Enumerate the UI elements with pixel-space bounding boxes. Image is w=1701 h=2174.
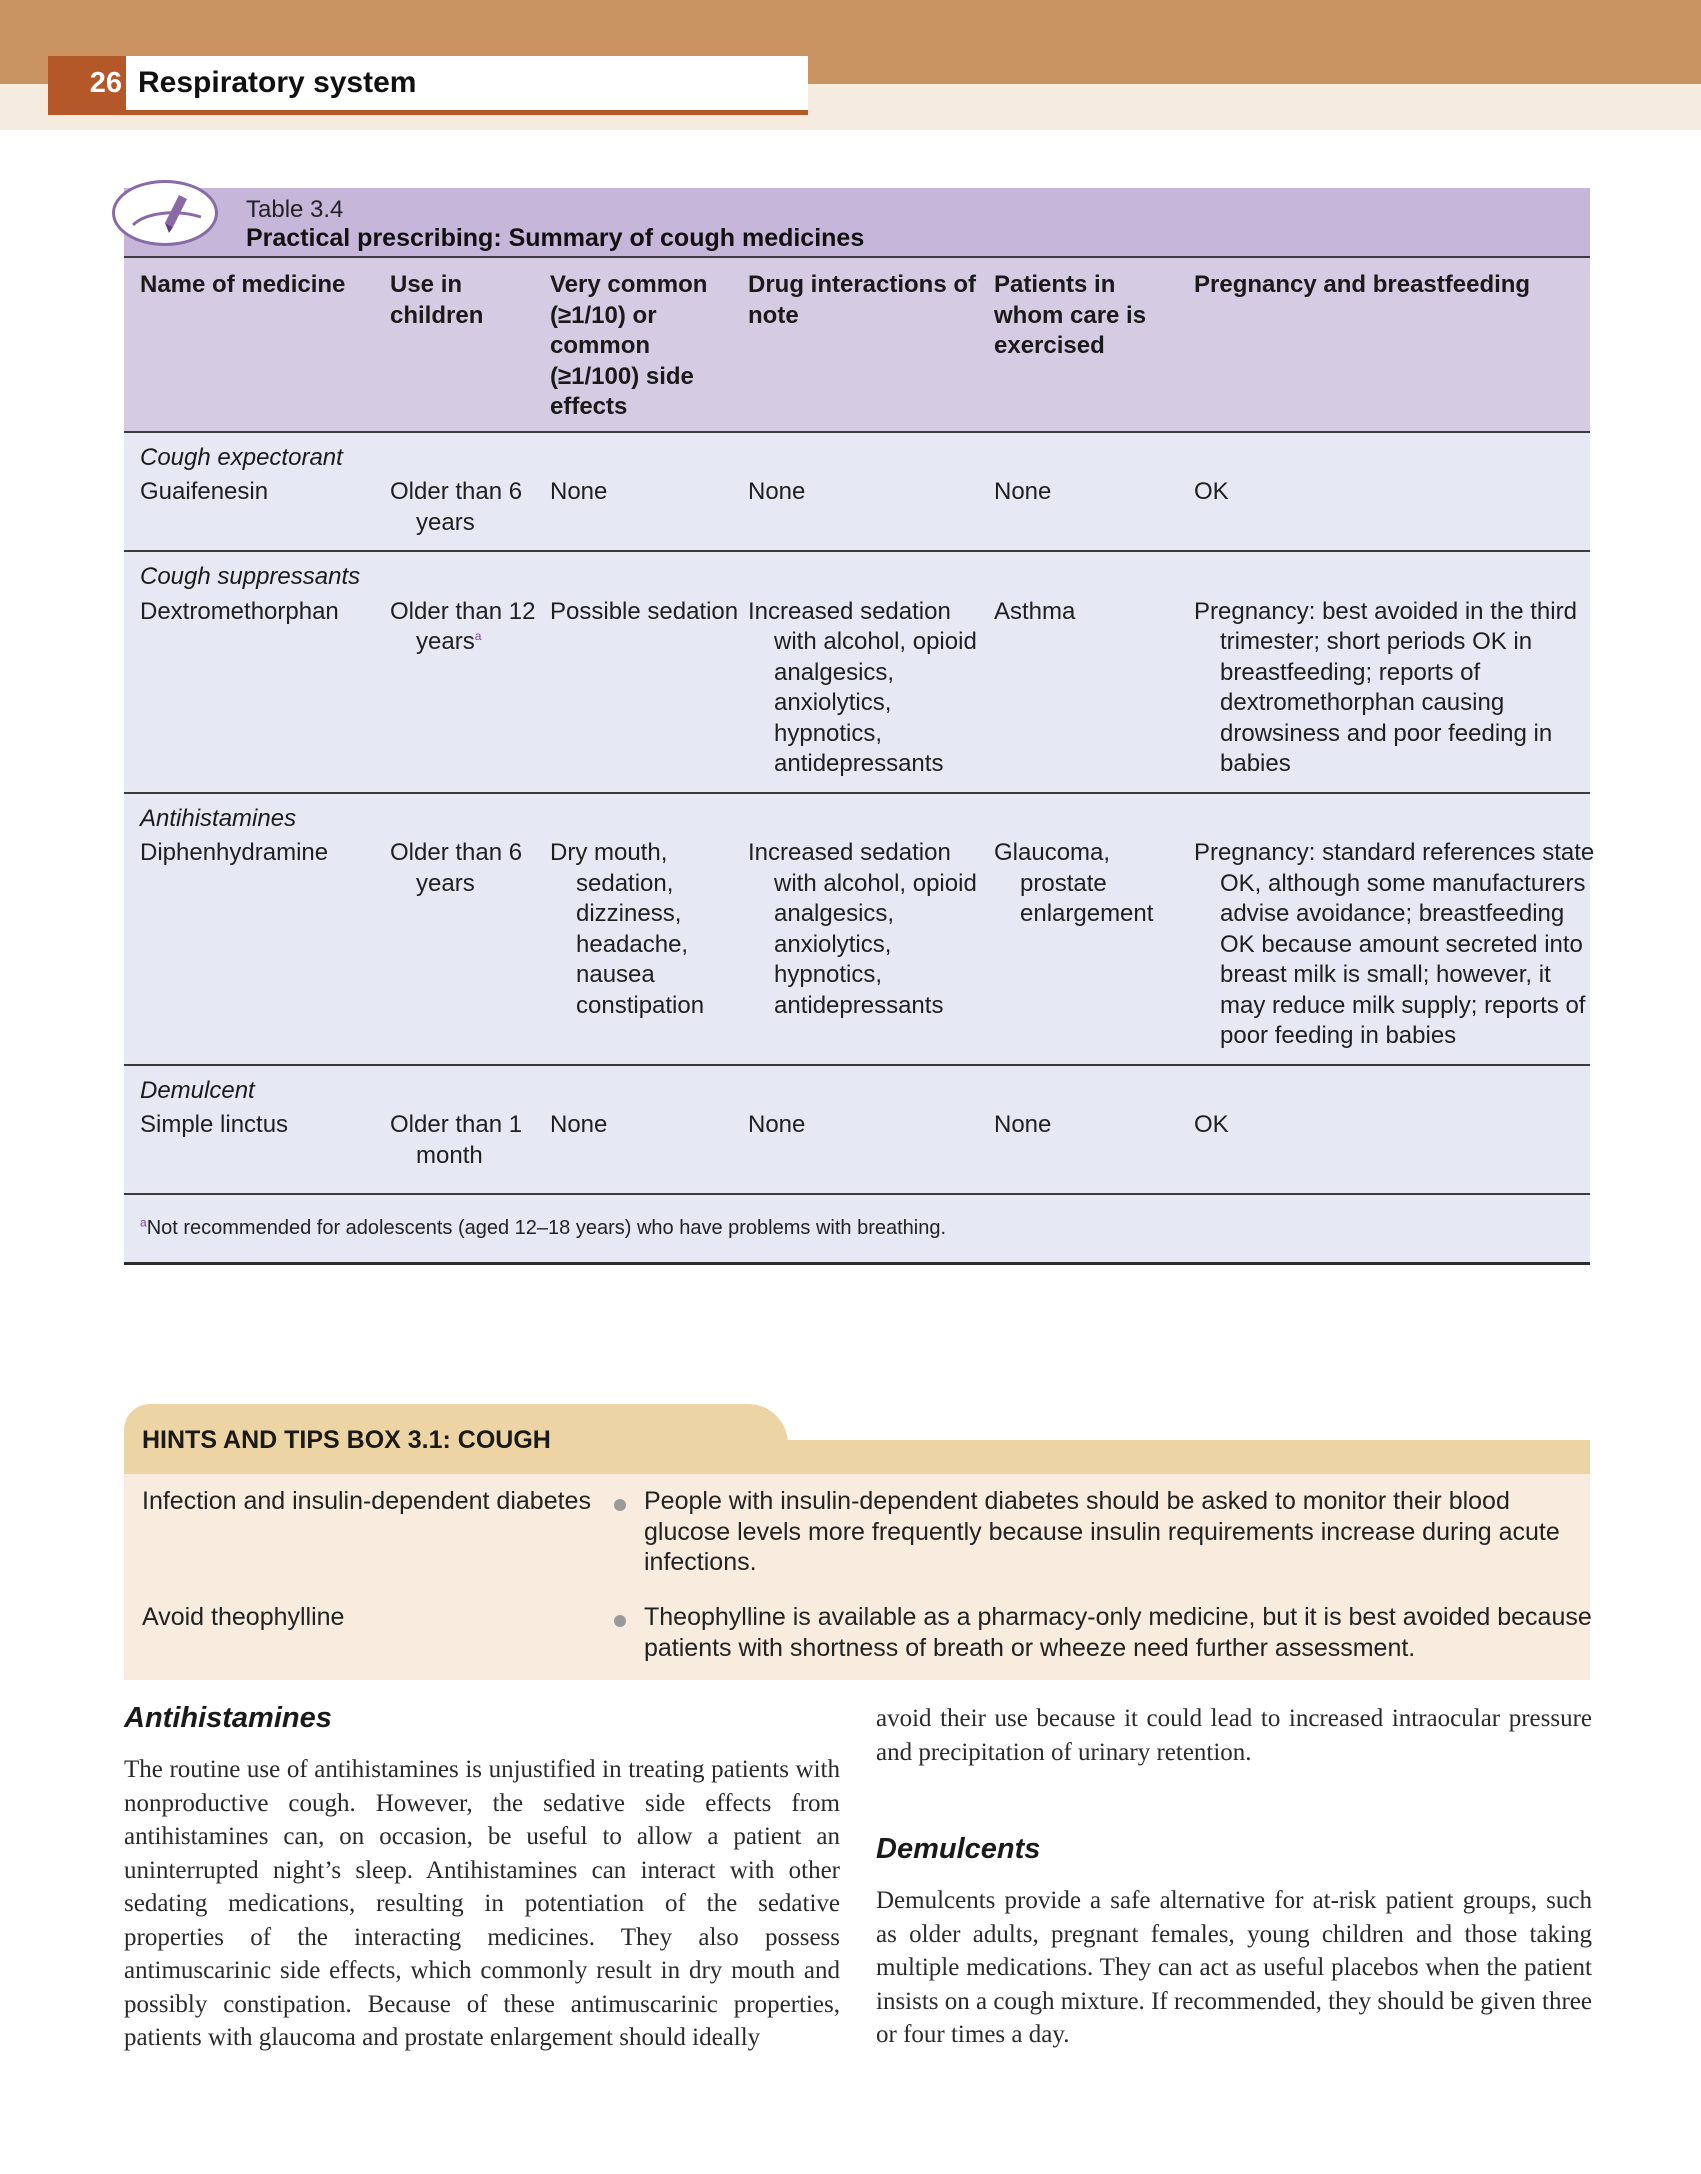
demulcents-heading: Demulcents bbox=[876, 1833, 1041, 1865]
body-left-column bbox=[124, 1702, 840, 2055]
column-header: Drug interactions of note bbox=[748, 271, 977, 329]
pregnancy-breastfeeding: OK bbox=[1194, 1111, 1229, 1138]
use-in-children bbox=[390, 838, 550, 1052]
hints-body bbox=[124, 1474, 1590, 1680]
drug-interactions: Increased sedation with alcohol, opioid analgesics, anxiolytics, hypnotics, antidepressants bbox=[748, 839, 977, 1019]
hint-text: Theophylline is available as a pharmacy-only medicine, but it is best avoided because patients with shortness of breath or wheeze need further assessment. bbox=[644, 1603, 1592, 1662]
antihistamines-continued: avoid their use because it could lead to increased intraocular pressure and precipitation of urinary retention. bbox=[876, 1705, 1592, 1766]
table-group bbox=[124, 1066, 1590, 1196]
table-row bbox=[140, 477, 1590, 538]
use-in-children-text: Older than 12 years bbox=[390, 597, 536, 655]
body-right-column bbox=[876, 1702, 1592, 2052]
hints-title: HINTS AND TIPS BOX 3.1: COUGH bbox=[142, 1426, 551, 1454]
use-in-children-text: Older than 6 years bbox=[390, 478, 523, 536]
footnote-text: Not recommended for adolescents (aged 12–18 years) who have problems with breathing. bbox=[146, 1217, 947, 1239]
footnote-marker: a bbox=[474, 629, 482, 643]
medicine-name: Guaifenesin bbox=[140, 478, 269, 505]
table-footnote bbox=[124, 1195, 1590, 1265]
column-header: Use in children bbox=[390, 271, 484, 329]
group-title: Demulcent bbox=[140, 1076, 255, 1104]
group-title: Cough suppressants bbox=[140, 563, 361, 590]
care-exercised: None bbox=[994, 478, 1052, 505]
antihistamines-text: The routine use of antihistamines is unjustified in treating patients with nonproductive cough. However, the sedative side effects from antihistamines can, on occasion, be useful to allow a patient an uninterrupted night’s sleep. Antihistamines can interact with other sedating medications, resulting in potentiation of the sedative properties of the interacting medicines. They also possess antimuscarinic side effects, which commonly result in dry mouth and possibly constipation. Because of these antimuscarinic properties, patients with glaucoma and prostate enlargement should ideally bbox=[124, 1756, 840, 2051]
drug-interactions: Increased sedation with alcohol, opioid analgesics, anxiolytics, hypnotics, antidepressants bbox=[748, 597, 977, 777]
demulcents-text: Demulcents provide a safe alternative for at-risk patient groups, such as older adults, pregnant females, young children and those taking multiple medications. They can act as useful placebos when the patient insists on a cough mixture. If recommended, they should be given three or four times a day. bbox=[876, 1887, 1592, 2048]
bullet-icon bbox=[614, 1615, 626, 1627]
hint-topic: Infection and insulin-dependent diabetes bbox=[142, 1487, 591, 1515]
table-row bbox=[140, 1110, 1590, 1171]
pregnancy-breastfeeding: Pregnancy: standard references state OK, although some manufacturers advise avoidance; breastfeeding OK because amount secreted into breast milk is small; however, it may reduce milk supply; reports of poor feeding in babies bbox=[1194, 839, 1595, 1049]
group-title: Cough expectorant bbox=[140, 443, 343, 471]
cough-medicines-table bbox=[124, 188, 1595, 1265]
care-exercised: Asthma bbox=[994, 597, 1076, 625]
table-group bbox=[124, 552, 1590, 794]
use-in-children bbox=[390, 1110, 550, 1171]
care-exercised: Glaucoma, prostate enlargement bbox=[994, 839, 1154, 927]
use-in-children bbox=[390, 477, 550, 538]
drug-interactions: None bbox=[748, 1111, 806, 1138]
column-header: Pregnancy and breastfeeding bbox=[1194, 271, 1531, 298]
care-exercised: None bbox=[994, 1111, 1052, 1138]
table-group bbox=[124, 794, 1595, 1066]
use-in-children-text: Older than 6 years bbox=[390, 839, 523, 897]
column-header: Name of medicine bbox=[140, 271, 346, 298]
medicine-name: Diphenhydramine bbox=[140, 839, 329, 866]
table-caption: Practical prescribing: Summary of cough medicines bbox=[246, 224, 865, 252]
table-label: Table 3.4 bbox=[246, 196, 344, 223]
side-effects: None bbox=[550, 478, 608, 505]
use-in-children bbox=[390, 597, 550, 780]
pencil-icon bbox=[112, 180, 218, 246]
group-title: Antihistamines bbox=[140, 804, 297, 832]
table-title-bar bbox=[124, 188, 1590, 258]
table-row bbox=[140, 597, 1590, 780]
drug-interactions: None bbox=[748, 478, 806, 505]
use-in-children-text: Older than 1 month bbox=[390, 1111, 523, 1169]
side-effects: Dry mouth, sedation, dizziness, headache, nausea constipation bbox=[550, 839, 705, 1019]
antihistamines-heading: Antihistamines bbox=[124, 1702, 332, 1734]
column-header: Very common (≥1/10) or common (≥1/100) side effects bbox=[550, 271, 708, 420]
table-group bbox=[124, 433, 1590, 553]
column-header: Patients in whom care is exercised bbox=[994, 271, 1147, 359]
side-effects: Possible sedation bbox=[550, 597, 739, 625]
bullet-icon bbox=[614, 1499, 626, 1511]
pregnancy-breastfeeding: OK bbox=[1194, 478, 1229, 505]
medicine-name: Dextromethorphan bbox=[140, 597, 339, 625]
table-row bbox=[140, 838, 1595, 1052]
medicine-name: Simple linctus bbox=[140, 1111, 289, 1138]
side-effects: None bbox=[550, 1111, 608, 1138]
table-header-row bbox=[124, 258, 1590, 433]
pregnancy-breastfeeding: Pregnancy: best avoided in the third trimester; short periods OK in breastfeeding; reports of dextromethorphan causing drowsiness and poor feeding in babies bbox=[1194, 597, 1577, 777]
hint-topic: Avoid theophylline bbox=[142, 1603, 345, 1631]
hint-text: People with insulin-dependent diabetes should be asked to monitor their blood glucose levels more frequently because insulin requirements increase during acute infections. bbox=[644, 1487, 1560, 1576]
footnote-marker: a bbox=[140, 1215, 147, 1230]
running-header bbox=[48, 56, 808, 115]
page-number: 26 bbox=[48, 56, 126, 110]
section-title: Respiratory system bbox=[138, 66, 417, 99]
